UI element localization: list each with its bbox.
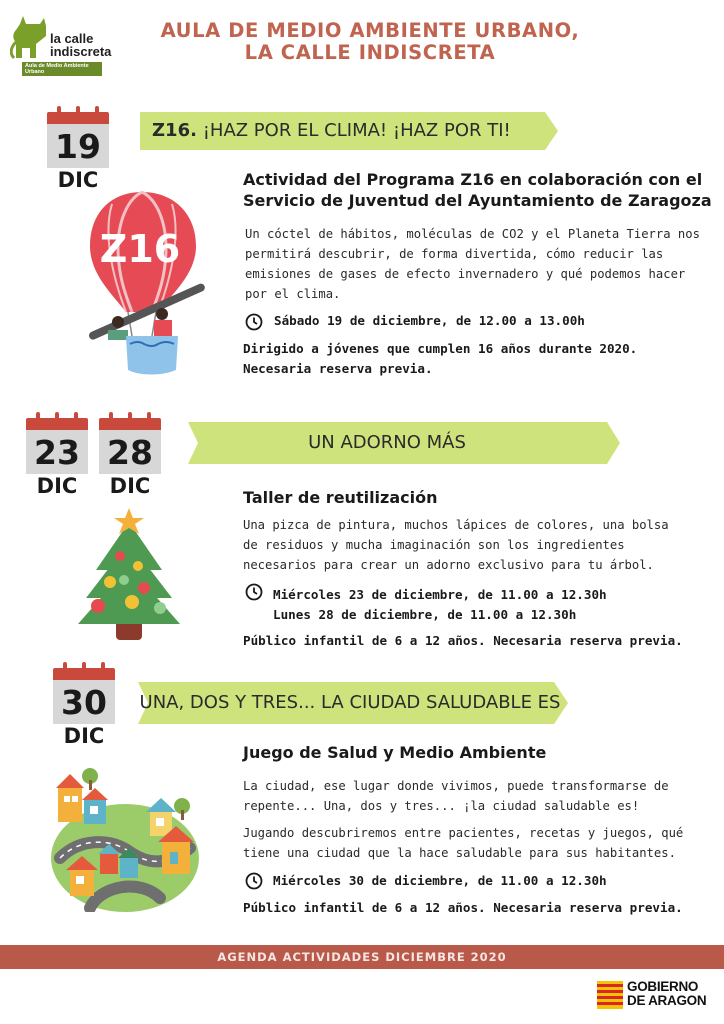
calendar-date-30 bbox=[53, 662, 115, 724]
clock-icon bbox=[245, 313, 263, 331]
event-heading: Taller de reutilización bbox=[243, 488, 438, 507]
logo-line2: indiscreta bbox=[50, 44, 112, 59]
banner-text: ¡HAZ POR EL CLIMA! ¡HAZ POR TI! bbox=[202, 120, 511, 141]
calendar-day: 19 bbox=[47, 124, 109, 168]
calendar-month: DIC bbox=[57, 168, 99, 192]
gov-line1: GOBIERNO bbox=[627, 979, 699, 994]
body-line: de residuos y mucha imaginación son los ingredientes bbox=[243, 538, 625, 552]
calendar-day: 30 bbox=[53, 680, 115, 724]
event-description-2 bbox=[243, 823, 683, 863]
event-audience bbox=[243, 339, 637, 379]
clock-icon bbox=[245, 583, 263, 601]
heading-line2: Servicio de Juventud del Ayuntamiento de Zaragoza bbox=[243, 191, 712, 210]
audience-line: Dirigido a jóvenes que cumplen 16 años durante 2020. bbox=[243, 341, 638, 356]
hot-air-balloon-illustration bbox=[82, 190, 214, 378]
event-description bbox=[243, 515, 669, 575]
gobierno-text bbox=[627, 980, 706, 1008]
body-line: por el clima. bbox=[245, 287, 341, 301]
calendar-day: 23 bbox=[26, 430, 88, 474]
event-audience: Público infantil de 6 a 12 años. Necesaria reserva previa. bbox=[243, 633, 683, 648]
heading-line1: Actividad del Programa Z16 en colaboración con el bbox=[243, 170, 703, 189]
schedule-line: Lunes 28 de diciembre, de 11.00 a 12.30h bbox=[273, 607, 577, 622]
body-line: Una pizca de pintura, muchos lápices de colores, una bolsa bbox=[243, 518, 669, 532]
logo-tagline: Aula de Medio Ambiente Urbano bbox=[22, 62, 102, 76]
body-line: emisiones de gases de efecto invernadero y qué podemos hacer bbox=[245, 267, 686, 281]
body-line: Jugando descubriremos entre pacientes, recetas y juegos, qué bbox=[243, 826, 684, 840]
cat-icon bbox=[10, 14, 50, 64]
footer-bar bbox=[0, 945, 724, 969]
calendar-day: 28 bbox=[99, 430, 161, 474]
footer-agenda-text: AGENDA ACTIVIDADES DICIEMBRE 2020 bbox=[217, 950, 507, 964]
body-line: necesarios para crear un adorno exclusivo para tu árbol. bbox=[243, 558, 654, 572]
schedule-line: Miércoles 23 de diciembre, de 11.00 a 12.30h bbox=[273, 587, 607, 602]
event-schedule: Sábado 19 de diciembre, de 12.00 a 13.00h bbox=[274, 313, 585, 328]
clock-icon bbox=[245, 872, 263, 890]
event-description bbox=[243, 776, 669, 816]
event-banner-title: UNA, DOS Y TRES... LA CIUDAD SALUDABLE ES bbox=[139, 692, 561, 713]
christmas-tree-illustration bbox=[74, 508, 184, 644]
calendar-month: DIC bbox=[36, 474, 78, 498]
calendar-date-23 bbox=[26, 412, 88, 474]
gov-line2: DE ARAGON bbox=[627, 993, 707, 1008]
page-title bbox=[130, 20, 610, 64]
body-line: permitirá descubrir, de forma divertida, cómo reducir las bbox=[245, 247, 664, 261]
title-line1: AULA DE MEDIO AMBIENTE URBANO, bbox=[160, 19, 580, 42]
event-description bbox=[245, 224, 700, 304]
balloon-label: Z16 bbox=[99, 227, 181, 271]
event-schedule bbox=[273, 585, 607, 625]
city-map-illustration bbox=[50, 768, 200, 912]
calendar-date-19 bbox=[47, 106, 109, 168]
la-calle-indiscreta-logo bbox=[10, 14, 112, 75]
event-heading bbox=[243, 169, 712, 211]
body-line: repente... Una, dos y tres... ¡la ciudad saludable es! bbox=[243, 799, 640, 813]
calendar-month: DIC bbox=[109, 474, 151, 498]
body-line: Un cóctel de hábitos, moléculas de CO2 y el Planeta Tierra nos bbox=[245, 227, 700, 241]
calendar-date-28 bbox=[99, 412, 161, 474]
banner-code: Z16. bbox=[152, 120, 197, 141]
gobierno-de-aragon-logo bbox=[597, 979, 717, 1011]
calendar-month: DIC bbox=[63, 724, 105, 748]
event-audience: Público infantil de 6 a 12 años. Necesaria reserva previa. bbox=[243, 900, 683, 915]
title-line2: LA CALLE INDISCRETA bbox=[244, 41, 496, 64]
aragon-flag-icon bbox=[597, 981, 623, 1009]
body-line: tiene una ciudad que la hace saludable para sus habitantes. bbox=[243, 846, 676, 860]
audience-line: Necesaria reserva previa. bbox=[243, 361, 433, 376]
event-banner-title: UN ADORNO MÁS bbox=[308, 432, 466, 453]
event-heading: Juego de Salud y Medio Ambiente bbox=[243, 743, 547, 762]
event-banner-title bbox=[152, 112, 511, 150]
body-line: La ciudad, ese lugar donde vivimos, puede transformarse de bbox=[243, 779, 669, 793]
logo-line1: la calle bbox=[50, 31, 94, 46]
event-schedule: Miércoles 30 de diciembre, de 11.00 a 12.30h bbox=[273, 873, 607, 888]
